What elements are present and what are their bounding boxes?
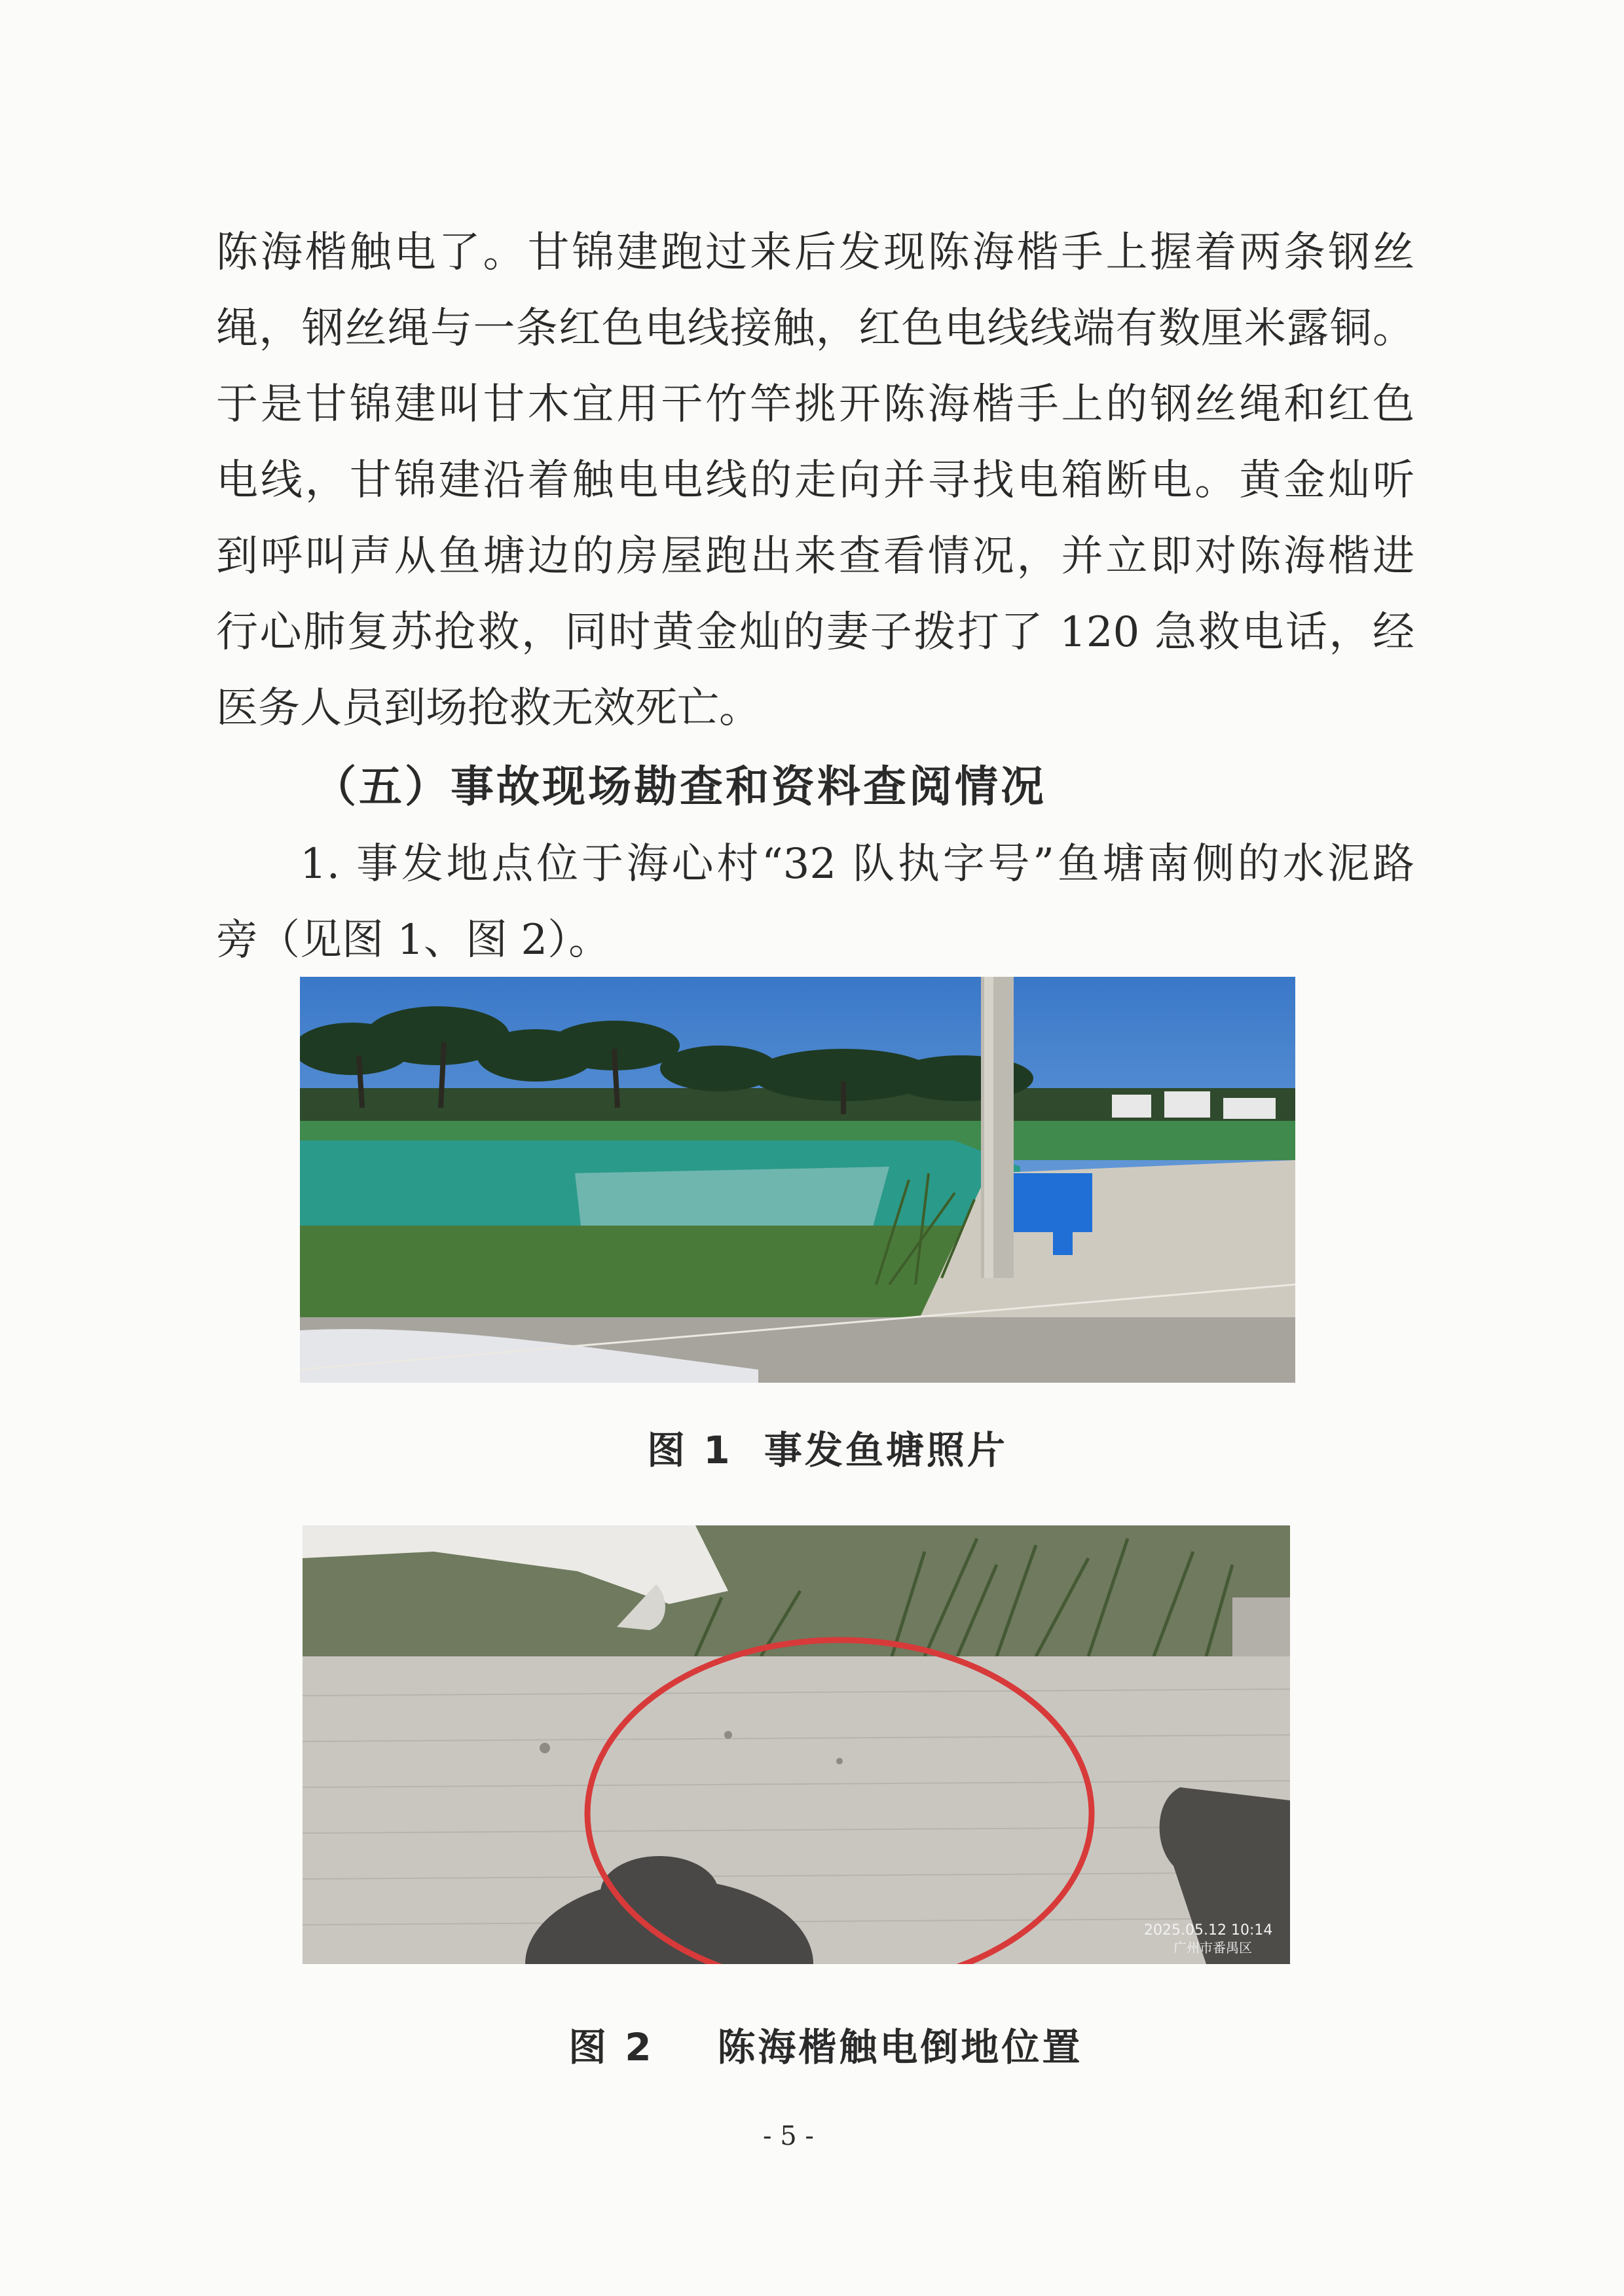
text-line: 到呼叫声从鱼塘边的房屋跑出来查看情况，并立即对陈海楷进: [216, 532, 1414, 581]
text-line: 旁（见图 1、图 2）。: [216, 916, 611, 964]
site-description-paragraph: [216, 826, 1414, 978]
text-line: 于是甘锦建叫甘木宜用干竹竿挑开陈海楷手上的钢丝绳和红色: [216, 380, 1414, 429]
accident-location-photo: [303, 1525, 1290, 1964]
figure-2-caption: 图 2 陈海楷触电倒地位置: [568, 2025, 1083, 2069]
text-line: 医务人员到场抢救无效死亡。: [216, 684, 761, 733]
figure-1-caption: 图 1 事发鱼塘照片: [647, 1428, 1008, 1472]
page-number: - 5 -: [763, 2121, 814, 2151]
accident-location-photo-drawing: [303, 1525, 1290, 1964]
photo-location: 广州市番禺区: [1173, 1940, 1252, 1956]
photo-timestamp: 2025.05.12 10:14: [1144, 1922, 1273, 1939]
text-line: 电线，甘锦建沿着触电电线的走向并寻找电箱断电。黄金灿听: [216, 456, 1414, 505]
text-line: 绳，钢丝绳与一条红色电线接触，红色电线线端有数厘米露铜。: [216, 304, 1414, 353]
narrative-paragraph: [216, 215, 1414, 746]
text-line: 1. 事发地点位于海心村“32 队执字号”鱼塘南侧的水泥路: [300, 840, 1414, 888]
text-line: 陈海楷触电了。甘锦建跑过来后发现陈海楷手上握着两条钢丝: [216, 228, 1414, 277]
fish-pond-photo: [300, 977, 1295, 1383]
fish-pond-photo-drawing: [300, 977, 1295, 1383]
section-heading: （五）事故现场勘查和资料查阅情况: [313, 761, 1046, 812]
text-line: 行心肺复苏抢救，同时黄金灿的妻子拨打了 120 急救电话，经: [216, 608, 1414, 657]
